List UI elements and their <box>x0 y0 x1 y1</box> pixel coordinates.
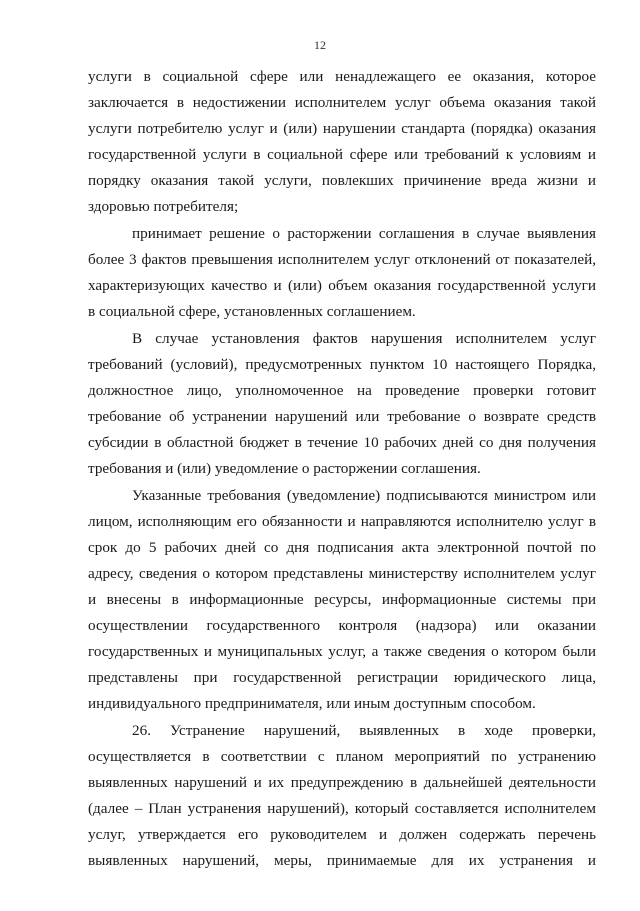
paragraph-item-26 <box>88 718 596 874</box>
text-line: услуг, утверждается его руководителем и должен содержать перечень <box>88 826 596 843</box>
text-line: порядку оказания такой услуги, повлекших причинение вреда жизни и <box>88 172 596 189</box>
paragraph-1 <box>88 64 596 220</box>
text-line: и внесены в информационные ресурсы, информационные системы при <box>88 591 596 608</box>
document-body <box>88 64 596 874</box>
text-line: здоровью потребителя; <box>88 198 239 215</box>
paragraph-2 <box>88 221 596 325</box>
text-line: В случае установления фактов нарушения исполнителем услуг <box>132 330 596 347</box>
paragraph-4 <box>88 483 596 717</box>
text-line: более 3 фактов превышения исполнителем услуг отклонений от показателей, <box>88 251 596 268</box>
text-line: 26. Устранение нарушений, выявленных в ходе проверки, <box>132 722 596 739</box>
text-line: Указанные требования (уведомление) подписываются министром или <box>132 487 596 504</box>
text-line: субсидии в областной бюджет в течение 10 рабочих дней со дня получения <box>88 434 596 451</box>
text-line: услуги в социальной сфере или ненадлежащего ее оказания, которое <box>88 68 596 85</box>
text-line: принимает решение о расторжении соглашения в случае выявления <box>132 225 596 242</box>
text-line: осуществлении государственного контроля (надзора) или оказании <box>88 617 596 634</box>
text-line: индивидуального предпринимателя, или иным доступным способом. <box>88 695 536 712</box>
text-line: в социальной сфере, установленных соглашением. <box>88 303 416 320</box>
text-line: адресу, сведения о котором представлены министерству исполнителем услуг <box>88 565 596 582</box>
page-number: 12 <box>314 38 326 52</box>
text-line: требования и (или) уведомление о расторжении соглашения. <box>88 460 481 477</box>
text-line: заключается в недостижении исполнителем услуг объема оказания такой <box>88 94 596 111</box>
text-line: выявленных нарушений, меры, принимаемые для их устранения и <box>88 852 596 869</box>
text-line: требований (условий), предусмотренных пунктом 10 настоящего Порядка, <box>88 356 596 373</box>
text-line: должностное лицо, уполномоченное на проведение проверки готовит <box>88 382 596 399</box>
text-line: лицом, исполняющим его обязанности и направляются исполнителю услуг в <box>88 513 596 530</box>
paragraph-3 <box>88 326 596 482</box>
text-line: (далее – План устранения нарушений), который составляется исполнителем <box>88 800 596 817</box>
text-line: выявленных нарушений и их предупреждению в дальнейшей деятельности <box>88 774 596 791</box>
text-line: государственных и муниципальных услуг, а также сведения о котором были <box>88 643 596 660</box>
text-line: государственной услуги в социальной сфере или требований к условиям и <box>88 146 596 163</box>
text-line: представлены при государственной регистрации юридического лица, <box>88 669 596 686</box>
text-line: срок до 5 рабочих дней со дня подписания акта электронной почтой по <box>88 539 596 556</box>
text-line: требование об устранении нарушений или требование о возврате средств <box>88 408 596 425</box>
text-line: услуги потребителю услуг и (или) нарушении стандарта (порядка) оказания <box>88 120 596 137</box>
text-line: осуществляется в соответствии с планом мероприятий по устранению <box>88 748 596 765</box>
text-line: характеризующих качество и (или) объем оказания государственной услуги <box>88 277 596 294</box>
